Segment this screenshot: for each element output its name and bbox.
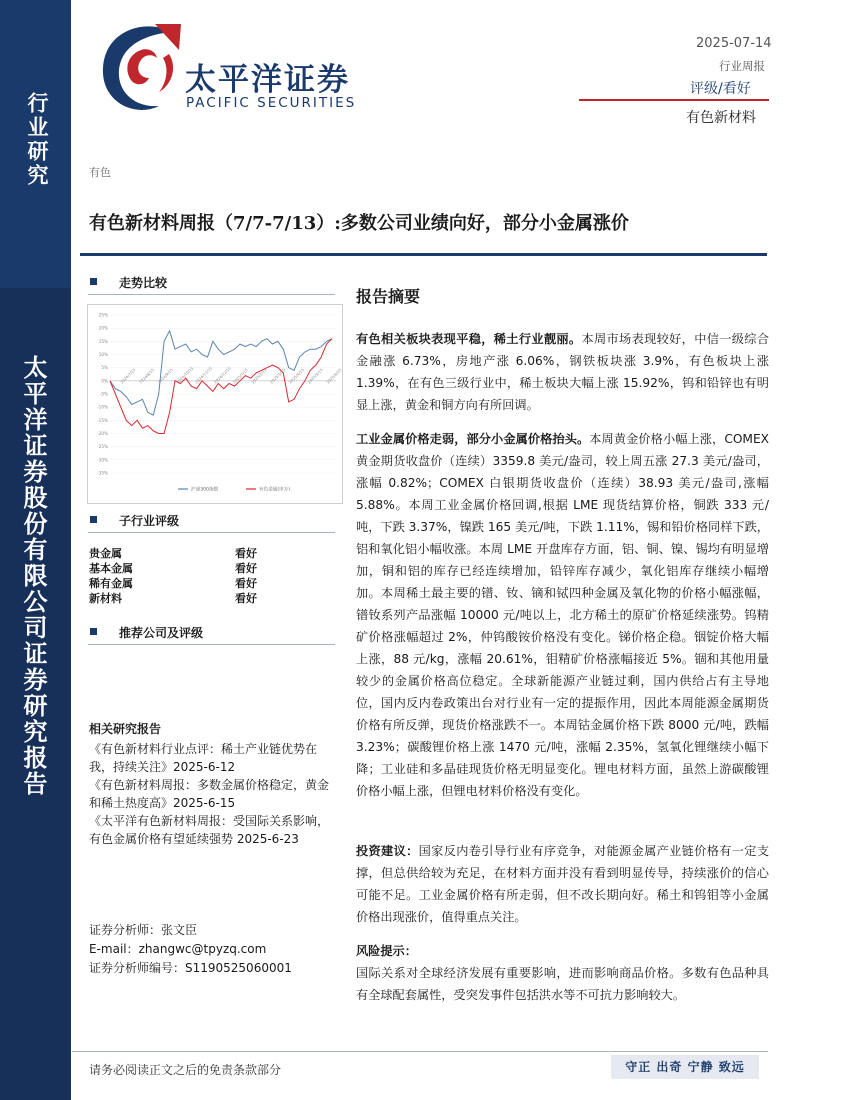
sub-rating-row <box>89 575 269 590</box>
related-reports-list <box>89 740 335 848</box>
chart-y-tick-label: 5% <box>101 365 108 371</box>
chart-x-tick-label: 2025/2/15 <box>250 367 268 385</box>
paragraph-body: 本周市场表现较好，中信一级综合金融涨 6.73%，房地产涨 6.06%，钢铁板块涨 3.9%，有色板块上涨 1.39%，在有色三级行业中，稀土板块大幅上涨 15.92%，钨和铅锌也有明显上涨，黄金和铜方向有所回调。 <box>356 332 770 412</box>
trend-section-heading: 走势比较 <box>119 276 168 290</box>
chart-y-tick-label: -20% <box>97 431 108 436</box>
section-square-icon <box>90 516 97 523</box>
footer-disclaimer: 请务必阅读正文之后的免责条款部分 <box>89 1063 282 1077</box>
logo-english-name: PACIFIC SECURITIES <box>186 95 357 111</box>
chart-y-tick-label: -30% <box>97 457 108 463</box>
trend-chart <box>87 304 343 504</box>
chart-x-tick-label: 2024/11/15 <box>194 365 214 385</box>
related-report-link[interactable]: 《有色新材料周报：多数金属价格稳定，黄金和稀土热度高》2025-6-15 <box>89 778 330 810</box>
recommend-section-heading: 推荐公司及评级 <box>119 626 204 640</box>
chart-y-tick-label: 10% <box>98 352 108 357</box>
sub-industry-name: 稀有金属 <box>89 577 133 590</box>
section-square-icon <box>90 278 97 285</box>
category-tag: 有色 <box>89 166 111 179</box>
report-type: 行业周报 <box>719 59 765 73</box>
paragraph-lead: 工业金属价格走弱，部分小金属价格抬头。 <box>356 432 590 446</box>
sub-industry-rating: 看好 <box>235 592 257 605</box>
analyst-email[interactable]: E-mail：zhangwc@tpyzq.com <box>89 942 267 956</box>
pacific-securities-logo-icon <box>95 20 181 120</box>
section-divider <box>88 644 335 645</box>
paragraph-body: 国家反内卷引导行业有序竞争，对能源金属产业链价格有一定支撑，但总供给较为充足，在材料方面并没有看到明显传导，持续涨价的信心可能不足。工业金属价格有所走弱，但不改长期向好。稀土和钨钼等小金属价格出现涨价，值得重点关注。 <box>356 844 770 924</box>
chart-x-tick-label: 2024/7/15 <box>119 367 137 385</box>
report-date: 2025-07-14 <box>696 36 772 51</box>
chart-x-tick-label: 2024/9/15 <box>156 367 174 385</box>
sub-industry-name: 基本金属 <box>89 562 133 575</box>
title-divider <box>80 253 767 256</box>
related-report-link[interactable]: 《太平洋有色新材料周报：受国际关系影响，有色金属价格有望延续强势 2025-6-23 <box>89 814 330 846</box>
chart-x-tick-label: 2025/4/15 <box>287 367 306 385</box>
chart-x-tick-label: 2024/12/15 <box>212 365 232 385</box>
chart-y-tick-label: 15% <box>98 338 108 344</box>
sub-rating-row <box>89 590 269 605</box>
footer-motto: 守正 出奇 宁静 致远 <box>611 1055 759 1079</box>
chart-x-tick-label: 2024/10/15 <box>175 365 195 385</box>
related-reports-heading: 相关研究报告 <box>89 722 162 736</box>
chart-legend-label: 有色金属(申万) <box>259 487 291 493</box>
chart-legend-label: 沪深300指数 <box>191 487 219 493</box>
sub-rating-row <box>89 545 269 560</box>
chart-y-tick-label: -5% <box>99 391 108 397</box>
sidebar-category-label: 行业研究 <box>25 92 50 188</box>
sub-industry-rating: 看好 <box>235 547 257 560</box>
logo-chinese-name: 太平洋证券 <box>185 62 350 98</box>
chart-y-tick-label: -25% <box>97 444 108 450</box>
chart-x-tick-label: 2025/6/15 <box>325 367 342 385</box>
sub-rating-section-heading: 子行业评级 <box>119 514 180 528</box>
sub-rating-row <box>89 560 269 575</box>
footer-divider <box>72 1051 768 1052</box>
abstract-paragraph-advice <box>356 840 769 928</box>
abstract-paragraph-market <box>356 328 769 416</box>
chart-series-line <box>110 339 332 434</box>
abstract-paragraph-prices <box>356 428 769 802</box>
paragraph-lead: 投资建议： <box>356 844 419 858</box>
chart-x-tick-label: 2025/3/15 <box>268 367 287 385</box>
sub-industry-rating: 看好 <box>235 562 257 575</box>
analyst-info <box>89 921 292 978</box>
chart-x-tick-label: 2025/5/15 <box>306 367 324 385</box>
sidebar-company-label: 太平洋证券股份有限公司证券研究报告 <box>19 355 48 797</box>
abstract-heading: 报告摘要 <box>356 287 421 306</box>
sub-industry-name: 新材料 <box>89 592 122 605</box>
related-report-link[interactable]: 《有色新材料行业点评：稀土产业链优势在我，持续关注》2025-6-12 <box>89 742 318 774</box>
abstract-paragraph-risk <box>356 940 769 1006</box>
trend-chart-svg <box>88 305 342 503</box>
section-square-icon <box>90 628 97 635</box>
chart-x-tick-label: 2024/8/15 <box>137 367 156 385</box>
chart-y-tick-label: -15% <box>97 417 108 423</box>
analyst-name: 证券分析师：张文臣 <box>89 923 198 937</box>
chart-y-tick-label: -35% <box>97 470 108 476</box>
sub-industry-name: 贵金属 <box>89 547 122 560</box>
paragraph-body: 本周黄金价格小幅上涨，COMEX 黄金期货收盘价（连续）3359.8 美元/盎司，较上周五涨 27.3 美元/盎司，涨幅 0.82%；COMEX 白银期货收盘价（连续）38.93 美元/盎司,涨幅 5.88%。本周工业金属价格回调,根据 LME 现货结算价格，铜跌 333 元/吨，下跌 3.37%，镍跌 165 美元/吨，下跌 1.11%，锡和铅价格同样下跌，铝和氧化铝小幅收涨。本周 LME 开盘库存方面，铝、铜、镍、锡均有明显增加，铜和铝的库存已经连续增加，铅锌库存减少，氧化铝库存继续小幅增加。本周稀土最主要的镨、钕、镝和铽四种金属及氧化物的价格小幅涨幅，镨钕系列产品涨幅 10000 元/吨以上，北方稀土的原矿价格延续涨势。钨精矿价格涨幅超过 2%，仲钨酸铵价格没有变化。锑价格企稳。铟锭价格大幅上涨，88 元/kg，涨幅 20.61%，钼精矿价格涨幅接近 5%。锢和其他用量较少的金属价格高位稳定。全球新能源产业链过剩，国内供给占有主导地位，国内反内卷政策出台对行业有一定的提振作用，因此本周能源金属期货价格有所反弹，现货价格涨跌不一。本周钴金属价格下跌 8000 元/吨，跌幅 3.23%；碳酸锂价格上涨 1470 元/吨，涨幅 2.35%，氢氧化锂继续小幅下降；工业硅和多晶硅现货价格无明显变化。锂电材料方面，虽然上游碳酸锂价格小幅上涨，但锂电材料价格没有变化。 <box>356 432 770 798</box>
section-divider <box>88 532 335 533</box>
analyst-license: 证券分析师编号：S1190525060001 <box>89 961 292 975</box>
chart-y-tick-label: 20% <box>98 325 108 331</box>
paragraph-lead: 有色相关板块表现平稳，稀土行业靓丽。 <box>356 332 582 346</box>
section-divider <box>88 294 335 295</box>
paragraph-lead: 风险提示： <box>356 944 417 958</box>
report-title: 有色新材料周报（7/7-7/13）:多数公司业绩向好，部分小金属涨价 <box>89 213 629 234</box>
paragraph-body: 国际关系对全球经济发展有重要影响，进而影响商品价格。多数有色品种具有全球配套属性，受突发事件包括洪水等不可抗力影响较大。 <box>356 966 769 1002</box>
industry-rating: 评级/看好 <box>690 81 751 97</box>
chart-y-tick-label: 25% <box>98 312 108 318</box>
sub-industry-rating: 看好 <box>235 577 257 590</box>
sub-rating-table <box>89 545 269 605</box>
sector-name: 有色新材料 <box>686 110 756 126</box>
chart-y-tick-label: 0% <box>101 378 108 384</box>
header-accent-line <box>579 99 769 101</box>
chart-x-tick-label: 2025/1/15 <box>231 367 249 385</box>
chart-y-tick-label: -10% <box>97 404 108 410</box>
